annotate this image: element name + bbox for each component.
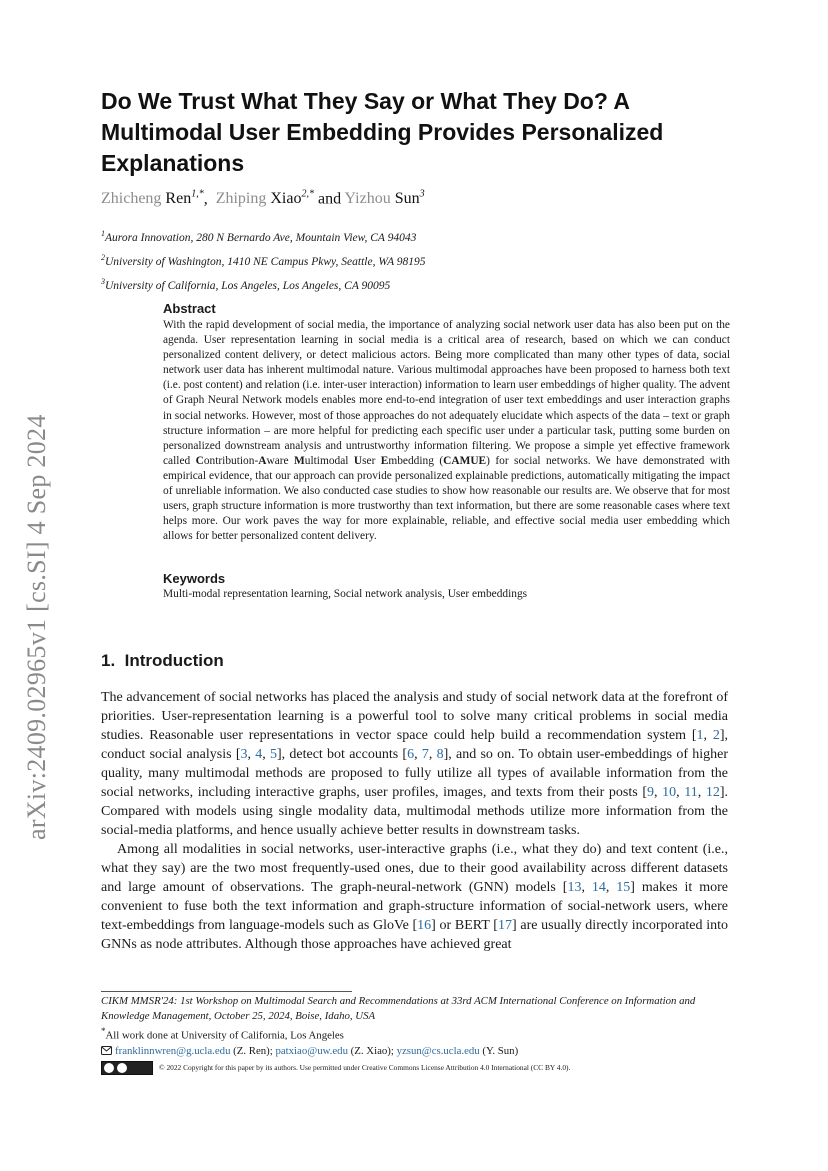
citation-link[interactable]: 5 [269,747,277,762]
paragraph: Among all modalities in social networks, user-interactive graphs (i.e., what they do) and text content (i.e., what they say) are the two most frequently-used ones, due to their good availability across different datasets and large amount of observations. The graph-neural-network (GNN) models [13, 14, 15] makes it more convenient to fuse both the text information and graph-structure information of social-network users, where text-embeddings from language-models such as GloVe [16] or BERT [17] are usually directly incorporated into GNNs as node attributes. Although those approaches have achieved great [101,842,729,952]
affiliation: $^2$University of Washington, 1410 NE Campus Pkwy, Seattle, WA 98195 [101,252,426,268]
author-name: Zhiping Xiao$^{2,*}$ [215,189,314,208]
equal-contribution-footnote: *All work done at University of California, Los Angeles [101,1026,344,1042]
affiliation: $^3$University of California, Los Angeles, Los Angeles, CA 90095 [101,276,391,292]
citation-link[interactable]: 15 [616,880,631,895]
affiliations [101,224,701,295]
email-link[interactable]: franklinnwren@g.ucla.edu [115,1044,231,1057]
paragraph: The advancement of social networks has placed the analysis and study of social network data at the forefront of priorities. User-representation learning is a powerful tool to solve many critical problems in social media studies. Reasonable user representations in vector space could help build a recommendation system [1, 2], conduct social analysis [3, 4, 5], detect bot accounts [6, 7, 8], and so on. To obtain user-embeddings of higher quality, many multimodal methods are proposed to fully utilize all types of available information from the social networks, including interactive graphs, user profiles, images, and texts from their posts [9, 10, 11, 12]. Compared with models using single modality data, multimodal methods utilize more information from the social-media platforms, and hence usually achieve better results in downstream tasks. [101,690,729,838]
author-name: Yizhou Sun$^3$ [344,189,425,208]
keywords-text: Multi-modal representation learning, Social network analysis, User embeddings [163,588,528,600]
citation-link[interactable]: 9 [647,785,654,800]
citation-link[interactable]: 6 [407,747,415,762]
citation-link[interactable]: 14 [591,880,606,895]
arxiv-stamp: arXiv:2409.02965v1 [cs.SI] 4 Sep 2024 [22,414,51,840]
footnotes [101,994,731,1075]
author-list: Zhicheng Ren$^{1,*}$, Zhiping Xiao$^{2,*}$ and Yizhou Sun$^3$ [101,189,425,208]
citation-link[interactable]: 10 [662,785,677,800]
abstract-text: With the rapid development of social media, the importance of analyzing social network user data has also been put on the agenda. User representation learning in social media is a critical area of research, based on which we can conduct personalized content delivery, or detect malicious actors. Being more complicated than many other types of data, social network user data has inherent multimodal nature. Various multimodal approaches have been proposed to harness both text (i.e. post content) and relation (i.e. inter-user interaction) information to learn user embeddings of higher quality. The advent of Graph Neural Network models enables more end-to-end integration of user text embeddings and user interaction graphs in social networks. However, most of those approaches do not adequately elucidate which aspects of the data – text or graph structure information – are more helpful for predicting each specific user under a particular task, putting some burden on personalized downstream analysis and untrustworthy information filtering. We propose a simple yet effective framework called Contribution-Aware Multimodal User Embedding (CAMUE) for social networks. We have demonstrated with empirical evidence, that our approach can provide personalized explainable predictions, automatically mitigating the impact of unreliable information. We also conducted case studies to show how reasonable our results are. We observe that for most users, graph structure information is more trustworthy than text information, but there are some reasonable cases where text helps more. Our work paves the way for more explainable, reliable, and effective social media user embedding which allows for better personalized content delivery. [163,319,730,543]
citation-link[interactable]: 16 [417,918,432,933]
author-name: Zhicheng Ren$^{1,*}$ [101,189,204,208]
citation-link[interactable]: 4 [255,747,263,762]
citation-link[interactable]: 7 [421,747,429,762]
paper-title: Do We Trust What They Say or What They Do? A Multimodal User Embedding Provides Personalized Explanations [101,88,664,176]
citation-link[interactable]: 17 [497,918,512,933]
copyright-notice: © 2022 Copyright for this paper by its authors. Use permitted under Creative Commons License Attribution 4.0 International (CC BY 4.0). [159,1063,571,1073]
abstract-heading: Abstract [163,301,216,316]
body-text [101,688,728,954]
footnote-rule [101,991,352,992]
license-row [101,1061,731,1075]
citation-link[interactable]: 11 [684,785,698,800]
citation-link[interactable]: 3 [240,747,248,762]
citation-link[interactable]: 13 [567,880,582,895]
citation-link[interactable]: 8 [436,747,444,762]
email-link[interactable]: yzsun@cs.ucla.edu [396,1044,480,1057]
affiliation: $^1$Aurora Innovation, 280 N Bernardo Ave, Mountain View, CA 94043 [101,229,417,244]
cc-by-license-icon [101,1061,153,1075]
keywords-heading: Keywords [163,571,226,586]
citation-link[interactable]: 2 [712,728,720,743]
section-heading: 1. Introduction [101,651,224,670]
envelope-icon [101,1046,112,1055]
email-link[interactable]: patxiao@uw.edu [275,1044,348,1057]
conference-footnote: CIKM MMSR'24: 1st Workshop on Multimodal Search and Recommendations at 33rd ACM International Conference on Information and Knowledge Management, October 25, 2024, Boise, Idaho, USA [101,995,696,1022]
abstract [163,301,730,544]
citation-link[interactable]: 12 [705,785,720,800]
email-footnote: franklinnwren@g.ucla.edu (Z. Ren); patxiao@uw.edu (Z. Xiao); yzsun@cs.ucla.edu (Y. Sun) [101,1044,731,1059]
keywords [163,571,730,600]
citation-link[interactable]: 1 [696,728,704,743]
